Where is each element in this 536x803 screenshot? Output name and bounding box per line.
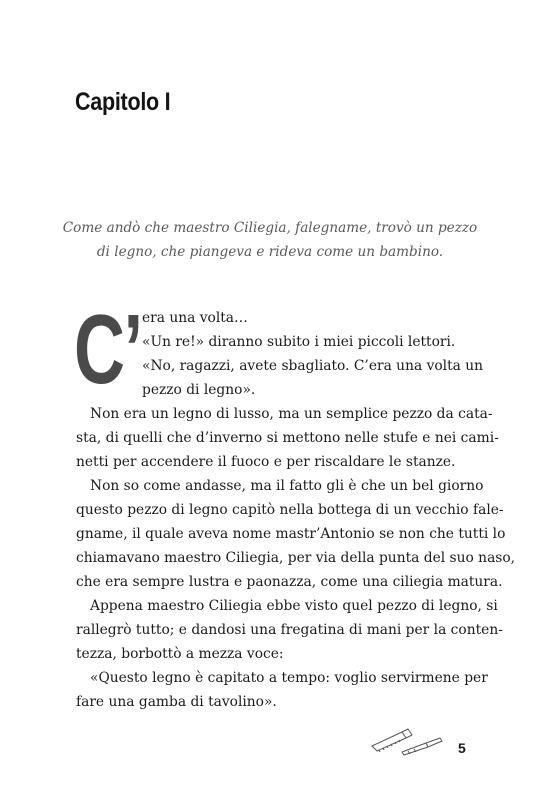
text-line: questo pezzo di legno capitò nella bottega di un vecchio fale- bbox=[76, 502, 504, 518]
page-number: 5 bbox=[458, 740, 466, 756]
text-line: «Questo legno è capitato a tempo: voglio servirmene per bbox=[90, 670, 488, 686]
text-line: «Un re!» diranno subito i miei piccoli lettori. bbox=[142, 334, 456, 350]
text-line: pezzo di legno». bbox=[142, 382, 256, 398]
chapter-body bbox=[76, 306, 516, 714]
text-line: era una volta… bbox=[142, 310, 248, 326]
text-line: tezza, borbottò a mezza voce: bbox=[76, 646, 284, 662]
text-line: chiamavano maestro Ciliegia, per via della punta del suo naso, bbox=[76, 550, 516, 566]
text-line: Appena maestro Ciliegia ebbe visto quel pezzo di legno, si bbox=[90, 598, 498, 614]
text-line: sta, di quelli che d’inverno si mettono nelle stufe e nei cami- bbox=[76, 430, 499, 446]
text-line: «No, ragazzi, avete sbagliato. C’era una volta un bbox=[142, 358, 484, 374]
text-line: fare una gamba di tavolino». bbox=[76, 694, 277, 710]
text-line: netti per accendere il fuoco e per riscaldare le stanze. bbox=[76, 454, 456, 470]
text-line: gname, il quale aveva nome mastr’Antonio se non che tutti lo bbox=[76, 526, 506, 542]
chapter-summary bbox=[60, 216, 480, 264]
text-line: Non so come andasse, ma il fatto gli è che un bel giorno bbox=[90, 478, 484, 494]
text-line: che era sempre lustra e paonazza, come una ciliegia matura. bbox=[76, 574, 503, 590]
text-line: rallegrò tutto; e dandosi una fregatina di mani per la conten- bbox=[76, 622, 503, 638]
summary-line: Come andò che maestro Ciliegia, falegname, trovò un pezzo bbox=[62, 220, 478, 236]
carpentry-tools-icon bbox=[368, 724, 446, 756]
chapter-title: Capitolo I bbox=[75, 88, 171, 116]
text-line: Non era un legno di lusso, ma un semplice pezzo da cata- bbox=[90, 406, 493, 422]
summary-line: di legno, che piangeva e rideva come un bambino. bbox=[96, 244, 444, 260]
drop-cap: C’ bbox=[74, 294, 142, 404]
